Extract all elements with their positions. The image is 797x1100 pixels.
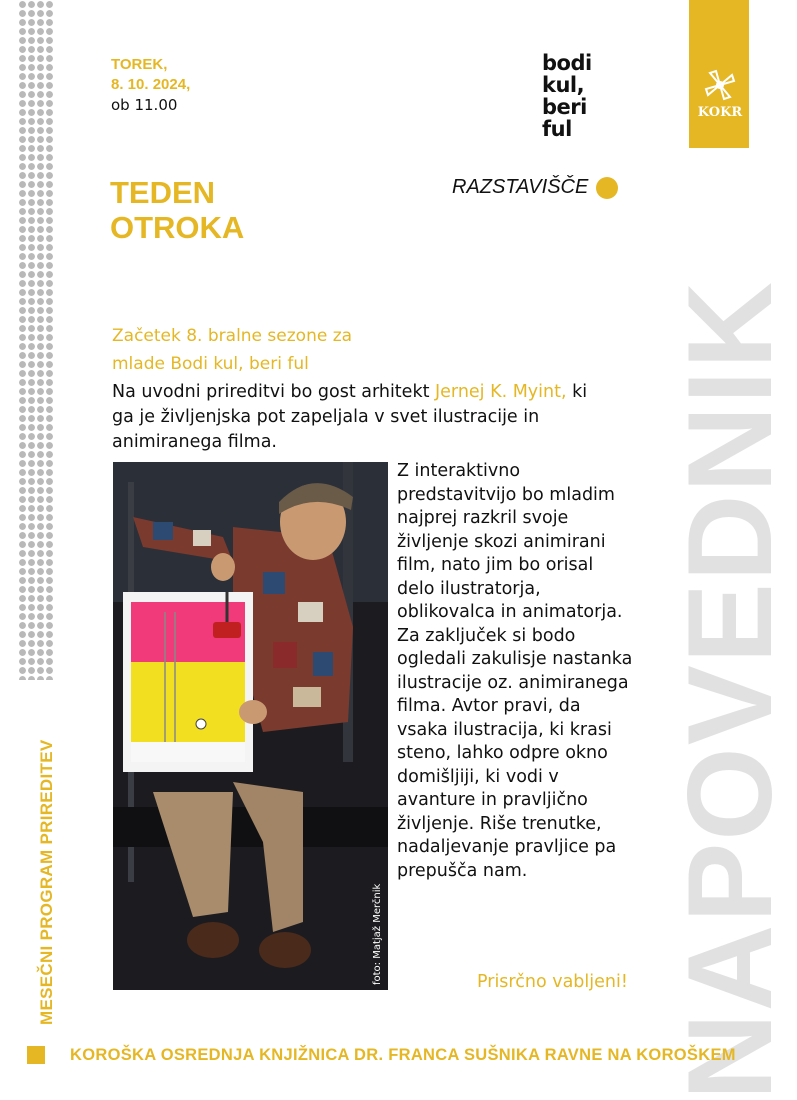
body-line: ogledali zakulisje nastanka	[397, 649, 633, 669]
event-date	[111, 55, 190, 115]
bodi-kul-beri-ful-logo	[542, 52, 592, 140]
body-line: steno, lahko odpre okno	[397, 743, 608, 763]
body-line: življenje skozi animirani	[397, 531, 606, 552]
body-line: najprej razkril svoje	[397, 508, 569, 528]
subtitle	[112, 322, 512, 378]
body-line: film, nato jim bo orisal	[397, 555, 594, 575]
body-line: Z interaktivno	[397, 461, 521, 481]
library-logo-text: KOKR	[697, 105, 743, 120]
venue	[452, 176, 618, 199]
body-line: nadaljevanje pravljice pa	[397, 837, 617, 857]
logo-line: kul,	[542, 73, 585, 97]
subtitle-line: mlade Bodi kul, beri ful	[112, 354, 309, 374]
intro-text-rest: ki ga je življenjska pot zapeljala v svet ilustracije in animiranega filma.	[112, 382, 588, 452]
intro-text: Na uvodni prireditvi bo gost arhitekt	[112, 382, 435, 402]
library-emblem-icon	[695, 65, 745, 105]
event-title-line: TEDEN	[110, 175, 216, 210]
dotted-pattern	[18, 0, 54, 680]
subtitle-line: Začetek 8. bralne sezone za	[112, 326, 353, 346]
side-square-marker	[27, 1046, 45, 1064]
intro-paragraph	[112, 380, 612, 455]
logo-line: bodi	[542, 51, 592, 75]
body-line: prepušča nam.	[397, 860, 528, 881]
body-line: vsaka ilustracija, ki krasi	[397, 719, 612, 740]
body-line: filma. Avtor pravi, da	[397, 696, 581, 716]
event-title	[110, 175, 244, 245]
venue-label: RAZSTAVIŠČE	[452, 176, 589, 198]
logo-line: beri	[542, 95, 587, 119]
photo-credit: foto: Matjaž Merčnik	[372, 883, 383, 985]
body-text	[397, 460, 637, 883]
body-line: oblikovalca in animatorja.	[397, 602, 623, 622]
event-date-value: 8. 10. 2024,	[111, 76, 191, 93]
body-line: predstavitvijo bo mladim	[397, 484, 615, 505]
event-time: ob 11.00	[111, 96, 178, 114]
body-line: delo ilustratorja,	[397, 578, 541, 599]
body-line: domišljiji, ki vodi v	[397, 766, 559, 787]
logo-line: ful	[542, 117, 572, 141]
event-title-line: OTROKA	[110, 210, 245, 245]
event-day: TOREK,	[111, 56, 168, 73]
body-line: Za zaključek si bodo	[397, 625, 576, 646]
koroska-library-logo	[695, 65, 745, 133]
body-line: ilustracije oz. animiranega	[397, 672, 629, 693]
closing-text: Prisrčno vabljeni!	[477, 972, 628, 992]
body-line: avanture in pravljično	[397, 790, 588, 810]
guest-photo	[113, 462, 388, 990]
footer-library-name: KOROŠKA OSREDNJA KNJIŽNICA DR. FRANCA SUŠNIKA RAVNE NA KOROŠKEM	[70, 1046, 736, 1064]
napovednik-band-word: NAPOVEDNIK	[663, 279, 797, 1100]
venue-dot-icon	[596, 177, 618, 199]
side-title: MESEČNI PROGRAM PRIREDITEV	[37, 739, 56, 1025]
guest-name: Jernej K. Myint,	[435, 382, 567, 402]
body-line: življenje. Riše trenutke,	[397, 813, 602, 834]
